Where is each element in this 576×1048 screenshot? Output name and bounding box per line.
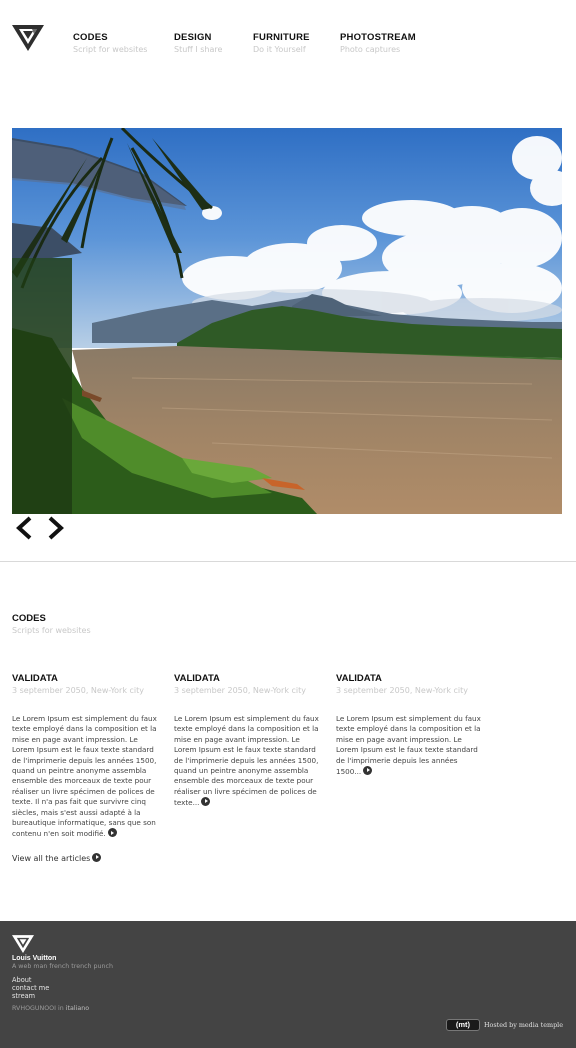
read-more-icon[interactable] xyxy=(201,797,210,806)
hero-photo xyxy=(12,128,562,514)
article-card xyxy=(174,673,322,809)
nav-subtitle: Stuff I share xyxy=(174,45,223,54)
article-date: 3 september 2050, New-York city xyxy=(12,686,144,695)
section-subtitle: Scripts for websites xyxy=(12,626,91,635)
article-title[interactable]: VALIDATA xyxy=(12,673,58,684)
arrow-right-circle-icon xyxy=(92,853,101,862)
footer-language xyxy=(12,1005,89,1012)
footer-links xyxy=(12,976,49,1000)
nav-item-codes[interactable] xyxy=(73,32,147,54)
footer-tagline: A web man french trench punch xyxy=(12,963,113,970)
footer-lang-prefix: RVHOGUNOOI in xyxy=(12,1005,64,1012)
footer-link-stream[interactable]: stream xyxy=(12,992,36,1000)
read-more-icon[interactable] xyxy=(108,828,117,837)
view-all-articles-link[interactable] xyxy=(12,853,101,863)
nav-item-furniture[interactable] xyxy=(253,32,310,54)
article-card xyxy=(12,673,160,840)
footer-link-contact[interactable]: contact me xyxy=(12,984,50,992)
article-date: 3 september 2050, New-York city xyxy=(336,686,468,695)
nav-title: PHOTOSTREAM xyxy=(340,32,416,43)
read-more-icon[interactable] xyxy=(363,766,372,775)
article-excerpt-text: Le Lorem Ipsum est simplement du faux texte employé dans la composition et la mise en page avant impression. Le Lorem Ipsum est le faux texte standard de l'imprimerie depuis les années 1500... xyxy=(336,714,481,777)
nav-title: CODES xyxy=(73,32,108,43)
nav-title: FURNITURE xyxy=(253,32,310,43)
article-card xyxy=(336,673,484,777)
article-excerpt xyxy=(12,714,160,840)
nav-subtitle: Do it Yourself xyxy=(253,45,306,54)
nav-subtitle: Photo captures xyxy=(340,45,401,54)
triangle-logo-icon[interactable] xyxy=(12,25,44,51)
section-title: CODES xyxy=(12,613,46,624)
hero-slider xyxy=(12,128,562,514)
article-excerpt-text: Le Lorem Ipsum est simplement du faux texte employé dans la composition et la mise en page avant impression. Le Lorem Ipsum est le faux texte standard de l'imprimerie depuis les années 1500, quand un peintre anonyme assembla ensemble des morceaux de texte pour réaliser un livre spécimen de polices de texte... xyxy=(174,714,319,808)
hosted-by-link[interactable] xyxy=(446,1019,563,1031)
hosted-by-text: Hosted by media temple xyxy=(483,1021,563,1029)
article-title[interactable]: VALIDATA xyxy=(174,673,220,684)
slider-prev-button[interactable] xyxy=(14,516,36,540)
article-excerpt xyxy=(336,714,484,777)
media-temple-logo-icon: (mt) xyxy=(446,1019,480,1031)
section-divider xyxy=(0,561,576,562)
footer-brand: Louis Vuitton xyxy=(12,955,57,962)
article-title[interactable]: VALIDATA xyxy=(336,673,382,684)
article-excerpt xyxy=(174,714,322,809)
nav-item-photostream[interactable] xyxy=(340,32,416,54)
nav-item-design[interactable] xyxy=(174,32,222,54)
view-all-label: View all the articles xyxy=(12,854,91,863)
nav-title: DESIGN xyxy=(174,32,212,43)
nav-subtitle: Script for websites xyxy=(73,45,148,54)
footer xyxy=(0,921,576,1048)
article-excerpt-text: Le Lorem Ipsum est simplement du faux texte employé dans la composition et la mise en page avant impression. Le Lorem Ipsum est le faux texte standard de l'imprimerie depuis les années 1500, quand un peintre anonyme assembla ensemble des morceaux de texte pour réaliser un livre spécimen de polices de texte. Il n'a pas fait que survivre cinq siècles, mais s'est aussi adapté à la bureautique informatique, sans que son contenu n'en soit modifié. xyxy=(12,714,157,839)
triangle-logo-icon[interactable] xyxy=(12,935,34,953)
section-header xyxy=(12,613,91,635)
slider-next-button[interactable] xyxy=(44,516,66,540)
footer-link-about[interactable]: About xyxy=(12,976,32,984)
article-date: 3 september 2050, New-York city xyxy=(174,686,306,695)
language-link[interactable]: italiano xyxy=(65,1005,90,1012)
